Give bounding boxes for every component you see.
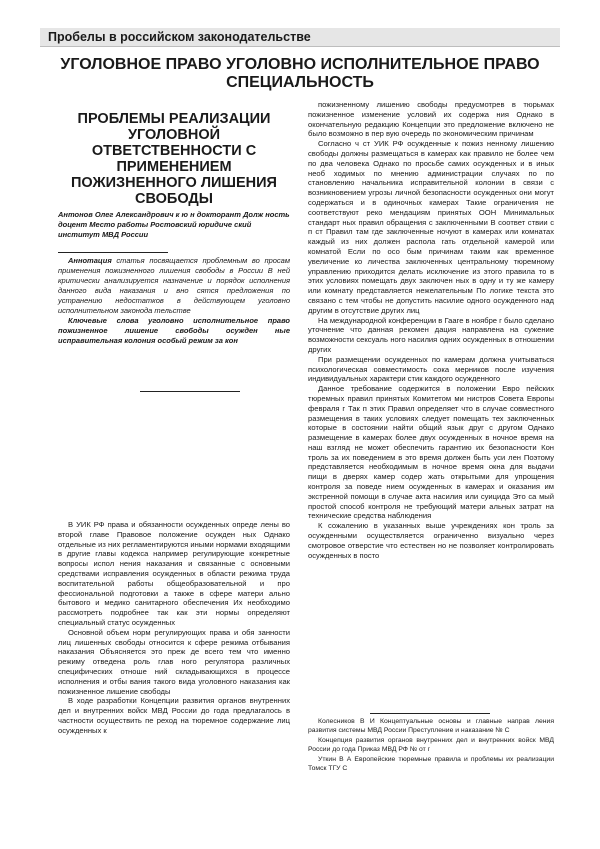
keywords-paragraph [58,316,290,346]
abstract-bottom-rule [140,391,240,392]
abstract-paragraph [58,256,290,316]
body-paragraph: На международной конференции в Гааге в ноябре г было сделано уточнение что данная рекомен дация направлена на сужение возможности сексуаль ного насилия одних осужденных в отношении других [308,315,554,354]
article-title: ПРОБЛЕМЫ РЕАЛИЗАЦИИ УГОЛОВНОЙ ОТВЕТСТВЕННОСТИ С ПРИМЕНЕНИЕМ ПОЖИЗНЕННОГО ЛИШЕНИЯ СВОБОДЫ [71,111,277,207]
body-paragraph: При размещении осужденных по камерам должна учитываться психологическая совместимость сока мерников после изучения индивидуальных характери стик каждого осужденного [308,354,554,384]
footnote: Уткин В А Европейские тюремные правила и проблемы их реализации Томск ТГУ С [308,756,554,772]
abstract-block [58,256,290,346]
body-paragraph: Основной объем норм регулирующих права и обя занности лиц лишенных свободы относится к сфере режима отбывания наказания Объясняется это преж де всего тем что именно режиму отведена роль глав ного регулятора различных специфических отноше ний складывающихся в процессе исполнения и отбы вания такого вида уголовного наказания как пожизненное лишение свободы [58,627,290,696]
footnote: Колесников В И Концептуальные основы и главные направ ления развития системы МВД России Преступление и наказание № С [308,718,554,734]
footnote: Концепция развития органов внутренних дел и внутренних войск МВД России до года Приказ МВД РФ № от г [308,737,554,753]
section-heading: УГОЛОВНОЕ ПРАВО УГОЛОВНО ИСПОЛНИТЕЛЬНОЕ ПРАВО СПЕЦИАЛЬНОСТЬ [60,56,540,91]
journal-section-title: Пробелы в российском законодательстве [48,30,311,44]
keywords-text: уголовно исполнительное право пожизненное лишение свободы осужден ные исправительная колония особый режим за кон [58,316,290,345]
body-paragraph: В ходе разработки Концепции развития органов внутренних дел и внутренних войск МВД России до года предлагалось в частности осуществить пе реход на тюремное содержание лиц осужденных к [58,696,290,735]
right-column-body [308,100,554,560]
keywords-label: Ключевые слова [68,316,139,325]
body-paragraph: Данное требование содержится в положении Евро пейских тюремных правил принятых Комитетом ми нистров Совета Европы февраля г Так п этих Правил определяет что в случае совместного размещения в таких условиях следует помещать тех заключенных которые в состоянии найти общий язык друг с другом Однако размещение в камерах более двух осужденных в ночное время на наш взгляд не может обеспечить гарантию их безопасности Кон троль за их поведением в это время должен быть уси лен Поэтому представляется необходимым в ночное время окна для выдачи пищи в дверях камер содер жать открытыми для упрощения контроля за поведе нием осужденных в камерах и оказания им экстренной помощи в случае акта насилия или суицида Это са мый простой способ контроля не требующий матери альных затрат на технические средства наблюдения [308,384,554,521]
abstract-label: Аннотация [68,256,112,265]
abstract-top-rule [58,252,168,253]
footnotes [308,718,554,775]
body-paragraph: К сожалению в указанных выше учреждениях кон троль за осужденными осуществляется ограниченно визуально через смотровое отверстие что естествен но не позволяет контролировать осужденных в посто [308,521,554,560]
body-paragraph: Согласно ч ст УИК РФ осужденные к пожиз ненному лишению свободы должны размещаться в камерах как правило не более чем по два человека Однако по просьбе самих осужденных и в иных необ ходимых по мнению администрации случаях по по становлению начальника исправительной колонии в связи с возникновением угрозы личной безопасности осужденных они могут содержаться и в одиночных камерах Такие ограничения не соответствуют реко мендациям принятых ООН Минимальных стандарт ных правил обращения с заключенными В соответ ствии с п ст Правил там где заключенные ночуют в камерах или комнатах каждый из них должен распола гать отдельной камерой или комнатой Если по осо бым причинам таким как временное увеличение ко личества заключенных центральному тюремному управлению приходится делать исключение из этого правила то в этих условиях помещать двух заключен ных в одну и ту же камеру или комнату представляется нежелательным По логике текста это связано с тем чтобы не допустить насилие одного осужденного над другим в отсутствие других лиц [308,139,554,315]
body-paragraph: пожизненному лишению свободы предусмотрев в тюрьмах пожизненное изменение условий их содержа ния Однако в окончательную редакцию Концепции это предложение включено не было возможно в пер вую очередь по экономическим причинам [308,100,554,139]
abstract-text: статья посвящается проблемным во просам применения пожизненного лишения свободы в России В ней критически анализируется назначение и порядок исполнения данного вида наказания и вно сятся предложения по устранению недостатков в действующем уголовно исполнительном законода тельстве [58,256,290,315]
body-paragraph: В УИК РФ права и обязанности осужденных опреде лены во второй главе Правовое положение осужден ных Однако отдельные из них регламентируются иными нормами входящими в другие главы кодекса например регулирующие конкретные вопросы испол нения наказания и связанные с основными средствами исправления осужденных в области режима труда воспитательной работы общеобразовательной и про фессиональной подготовки а также в сфере матери ально бытового и медико санитарного обеспечения Их необходимо рассмотреть подробнее так как эти нормы определяют специальный статус осужденных [58,520,290,627]
footnote-rule [370,713,490,714]
left-column-body [58,520,290,736]
author-info: Антонов Олег Александрович к ю н докторант Долж ность доцент Место работы Ростовский юридиче ский институт МВД России [58,210,290,239]
